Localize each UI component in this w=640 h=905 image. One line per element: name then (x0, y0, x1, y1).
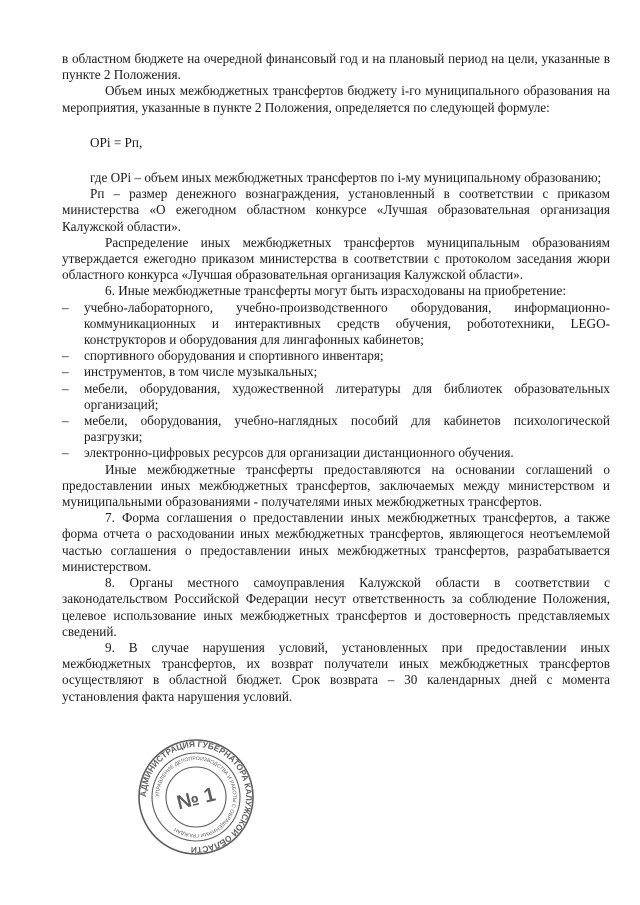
bullet-dash: – (62, 348, 69, 364)
document-body (62, 51, 610, 705)
official-stamp (137, 738, 255, 856)
bullet-text: спортивного оборудования и спортивного инвентаря; (84, 348, 384, 364)
stamp-inner-text: УПРАВЛЕНИЕ ДЕЛОПРОИЗВОДСТВА И РАБОТЫ С ОБРАЩЕНИЯМИ ГРАЖДАН (154, 755, 238, 839)
paragraph-opi-definition: где ОPi – объем иных межбюджетных трансфертов по i-му муниципальному образованию; (90, 170, 602, 186)
paragraph-agreements: Иные межбюджетные трансферты предоставляются на основании соглашений о предоставлении иных межбюджетных трансфертов, заключаемых между министерством и муниципальными образованиями - получателями иных межбюджетных трансфертов. (62, 461, 610, 510)
bullet-item (62, 300, 610, 349)
bullet-item (62, 413, 610, 445)
bullet-text: инструментов, в том числе музыкальных; (84, 364, 318, 380)
bullet-text: мебели, оборудования, учебно-наглядных пособий для кабинетов психологической разгрузки; (84, 413, 610, 445)
paragraph-item-9: 9. В случае нарушения условий, установленных при предоставлении иных межбюджетных трансфертов, их возврат получатели иных межбюджетных трансфертов осуществляют в областной бюджет. Срок возврата – 30 календарных дней с момента установления факта нарушения условий. (62, 639, 610, 704)
paragraph-item-6: 6. Иные межбюджетные трансферты могут быть израсходованы на приобретение: (105, 283, 567, 299)
bullet-dash: – (62, 364, 69, 380)
paragraph-item-8: 8. Органы местного самоуправления Калужской области в соответствии с законодательством Российской Федерации несут ответственность за соблюдение Положения, целевое использование иных межбюджетных трансфертов и достоверность представляемых сведений. (62, 575, 610, 639)
bullet-item (62, 364, 610, 380)
formula: ОPi = Рп, (90, 134, 143, 150)
paragraph-rp-definition: Рп – размер денежного вознаграждения, установленный в соответствии с приказом министерства «О ежегодном областном конкурсе «Лучшая образовательная организация Калужской области». (62, 186, 610, 234)
bullet-item (62, 445, 610, 461)
paragraph-item-7: 7. Форма соглашения о предоставлении иных межбюджетных трансфертов, а также форма отчета о расходовании иных межбюджетных трансфертов, являющегося неотъемлемой частью соглашения о предоставлении иных межбюджетных трансфертов, разрабатывается министерством. (62, 510, 610, 574)
bullet-dash: – (62, 299, 69, 315)
bullet-item (62, 381, 610, 413)
stamp-outer-text: АДМИНИСТРАЦИЯ ГУБЕРНАТОРА КАЛУЖСКОЙ ОБЛАСТИ (137, 738, 255, 856)
paragraph-volume: Объем иных межбюджетных трансфертов бюджету i-го муниципального образования на мероприятия, указанные в пункте 2 Положения, определяется по следующей формуле: (62, 83, 610, 115)
bullet-text: учебно-лабораторного, учебно-производственного оборудования, информационно-коммуникационных и интерактивных средств обучения, робототехники, LEGO-конструкторов и оборудования для лингафонных кабинетов; (84, 299, 610, 348)
bullet-dash: – (62, 380, 69, 396)
bullet-text: мебели, оборудования, художественной литературы для библиотек образовательных организаций; (84, 380, 610, 412)
paragraph-distribution: Распределение иных межбюджетных трансфертов муниципальным образованиям утверждается ежегодно приказом министерства в соответствии с протоколом заседания жюри областного конкурса «Лучшая образовательная организация Калужской области». (62, 234, 610, 283)
bullet-dash: – (62, 413, 69, 429)
bullet-item (62, 348, 610, 364)
bullet-dash: – (62, 445, 69, 461)
paragraph-continuation: в областном бюджете на очередной финансовый год и на плановый период на цели, указанные в пункте 2 Положения. (62, 51, 610, 83)
bullet-text: электронно-цифровых ресурсов для организации дистанционного обучения. (84, 445, 514, 461)
stamp-number: № 1 (174, 783, 218, 815)
